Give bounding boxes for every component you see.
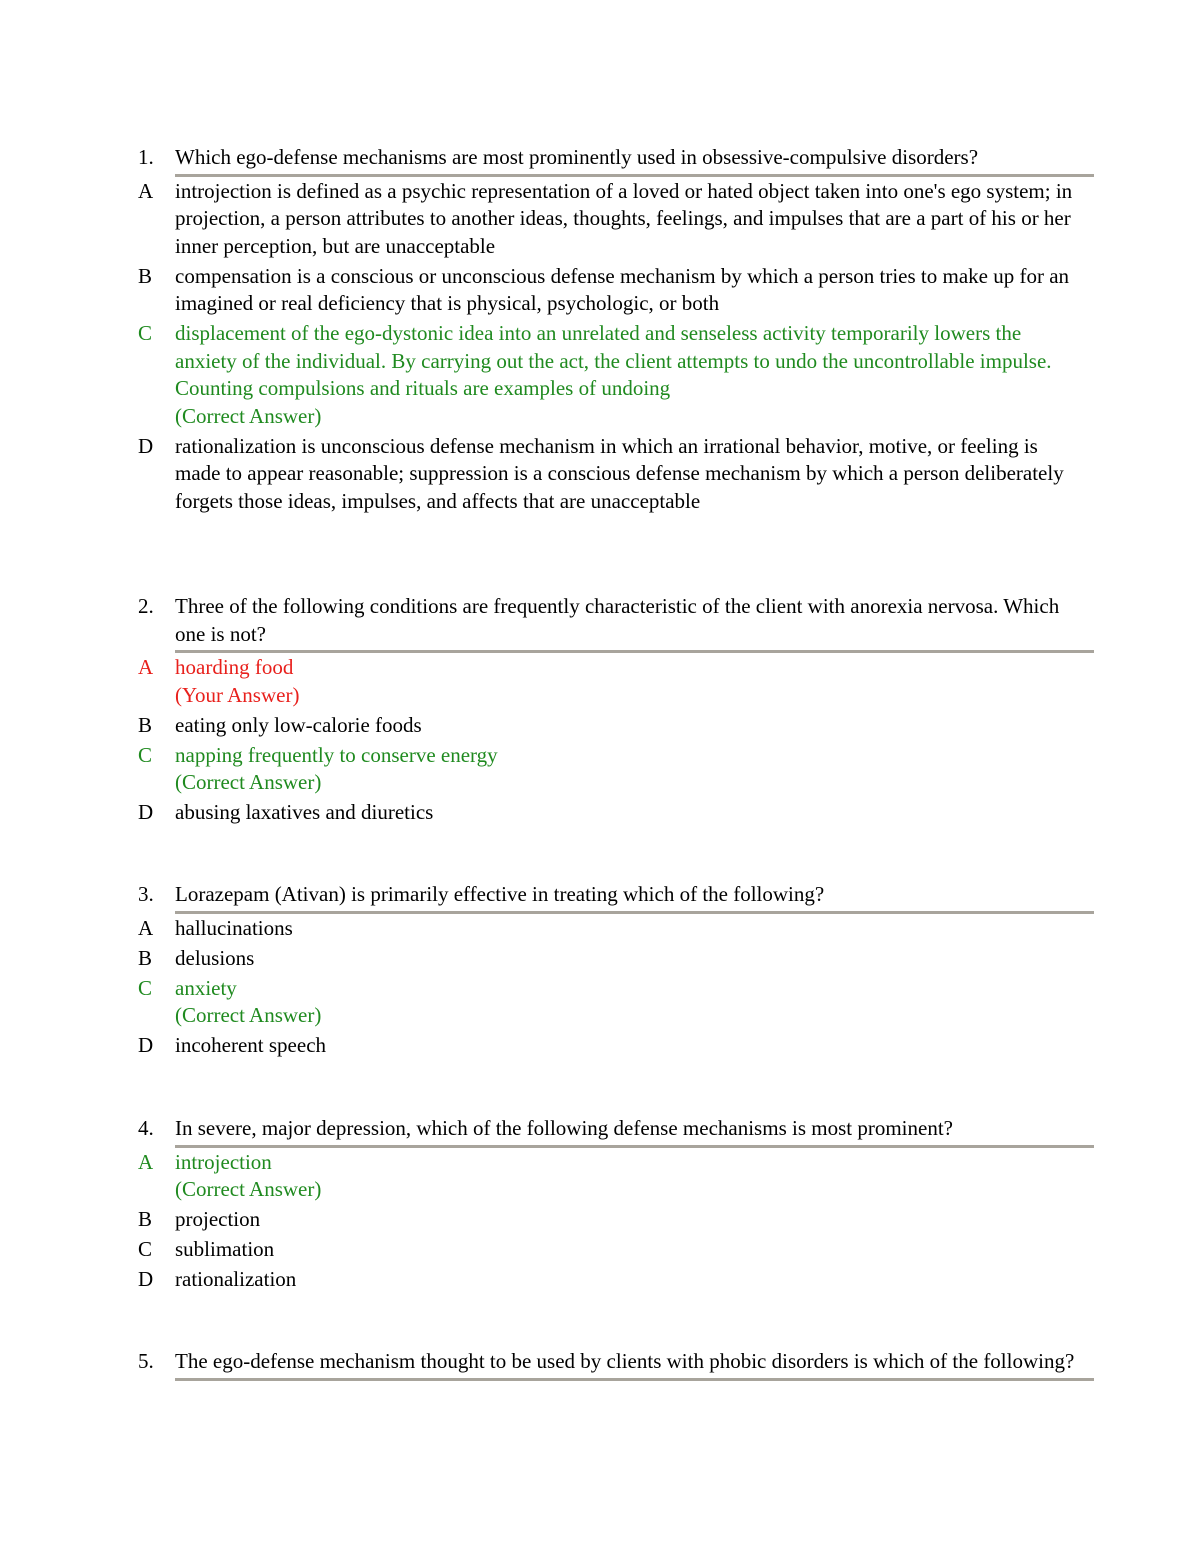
question-stem [0,144,1094,172]
option-text: anxiety [175,975,237,1000]
question-1 [0,144,1200,518]
question-divider [175,1145,1094,1148]
option-text: rationalization is unconscious defense mechanism in which an irrational behavior, motive, or feeling is made to appear reasonable; suppression is a conscious defense mechanism by which a person deliberately forgets those ideas, impulses, and affects that are unacceptable [175,433,1064,513]
option-letter: C [138,321,153,345]
option-letter: C [138,742,153,767]
option-c[interactable] [0,1236,1075,1264]
question-2 [0,593,1200,829]
question-stem [0,881,1094,909]
option-b[interactable] [0,945,1075,973]
option-text: sublimation [175,1237,275,1261]
question-number: 1. [138,145,154,169]
question-text: Three of the following conditions are frequently characteristic of the client with anorexia nervosa. Which one is not? [175,594,1060,646]
option-a[interactable] [0,178,1075,261]
option-letter: D [138,800,154,824]
question-text: In severe, major depression, which of the following defense mechanisms is most prominent? [175,1116,953,1140]
option-c-correct[interactable] [0,742,1075,797]
option-text: napping frequently to conserve energy [175,742,498,767]
question-stem [0,593,1094,648]
correct-answer-tag: (Correct Answer) [175,403,322,428]
option-letter: C [138,975,153,1000]
option-letter: A [138,915,154,940]
option-d[interactable] [0,1266,1075,1294]
option-letter: D [138,433,154,458]
option-c-correct[interactable] [0,975,1075,1030]
question-text: Lorazepam (Ativan) is primarily effective in treating which of the following? [175,882,825,906]
your-answer-tag: (Your Answer) [175,682,300,707]
question-divider [175,911,1094,914]
option-b[interactable] [0,712,1075,740]
question-3 [0,881,1200,1062]
option-text: delusions [175,945,255,970]
option-d[interactable] [0,1032,1075,1060]
option-letter: D [138,1267,154,1291]
question-text: The ego-defense mechanism thought to be used by clients with phobic disorders is which of the following? [175,1349,1075,1373]
question-divider [175,650,1094,653]
option-letter: C [138,1237,153,1261]
option-letter: A [138,655,154,679]
question-stem [0,1348,1094,1376]
option-d[interactable] [0,433,1075,516]
option-text: eating only low-calorie foods [175,712,422,737]
correct-answer-tag: (Correct Answer) [175,1003,322,1027]
option-a-correct[interactable] [0,1149,1075,1204]
option-text: rationalization [175,1267,297,1291]
option-letter: B [138,263,153,288]
option-text: compensation is a conscious or unconscious defense mechanism by which a person tries to make up for an imagined or real deficiency that is physical, psychologic, or both [175,263,1070,315]
option-text: displacement of the ego-dystonic idea into an unrelated and senseless activity temporarily lowers the anxiety of the individual. By carrying out the act, the client attempts to undo the uncontrollable impulse. Counting compulsions and rituals are examples of undoing [175,321,1052,400]
option-letter: A [138,178,154,203]
option-text: incoherent speech [175,1033,327,1057]
option-text: introjection is defined as a psychic representation of a loved or hated object taken into one's ego system; in projection, a person attributes to another ideas, thoughts, feelings, and impulses that are a part of his or her inner perception, but are unacceptable [175,178,1073,258]
option-a-your-answer[interactable] [0,654,1075,709]
option-c-correct[interactable] [0,320,1075,430]
question-stem [0,1115,1094,1143]
option-letter: B [138,1207,153,1231]
option-text: hoarding food [175,655,294,679]
option-text: abusing laxatives and diuretics [175,800,434,824]
correct-answer-tag: (Correct Answer) [175,770,322,794]
option-text: introjection [175,1149,272,1174]
option-a[interactable] [0,915,1075,943]
correct-answer-tag: (Correct Answer) [175,1177,322,1201]
question-number: 2. [138,594,154,618]
question-divider [175,174,1094,177]
option-letter: B [138,945,153,970]
question-divider [175,1378,1094,1381]
option-b[interactable] [0,263,1075,318]
question-number: 4. [138,1116,154,1140]
option-text: projection [175,1207,261,1231]
question-4 [0,1115,1200,1296]
option-text: hallucinations [175,915,293,940]
option-d[interactable] [0,799,1075,827]
question-5 [0,1348,1200,1382]
option-letter: D [138,1033,154,1057]
option-letter: B [138,712,153,737]
question-number: 3. [138,882,154,906]
option-letter: A [138,1149,154,1174]
option-b[interactable] [0,1206,1075,1234]
question-number: 5. [138,1349,154,1373]
question-text: Which ego-defense mechanisms are most prominently used in obsessive-compulsive disorders? [175,145,979,169]
